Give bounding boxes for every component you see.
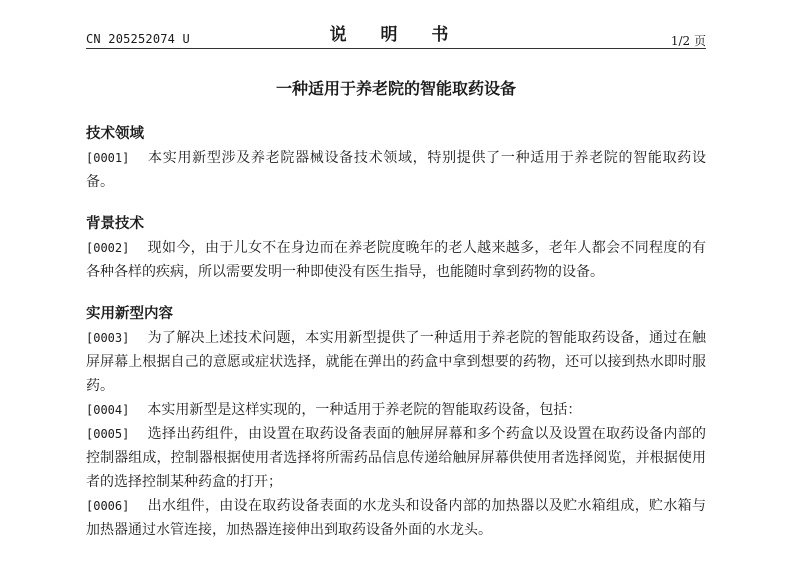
document-type: 说 明 书 bbox=[329, 25, 463, 45]
paragraph-number: [0001] bbox=[86, 151, 130, 165]
paragraph-text: 选择出药组件，由设置在取药设备表面的触屏屏幕和多个药盒以及设置在取药设备内部的控制器组成，控制器根据使用者选择将所需药品信息传递给触屏屏幕供使用者选择阅览，并根据使用者的选择控制某种药盒的打开； bbox=[86, 426, 706, 490]
paragraph-number: [0004] bbox=[86, 403, 130, 417]
paragraph-text: 现如今，由于儿女不在身边而在养老院度晚年的老人越来越多，老年人都会不同程度的有各种各样的疾病，所以需要发明一种即使没有医生指导，也能随时拿到药物的设备。 bbox=[86, 240, 706, 280]
document-number: CN 205252074 U bbox=[86, 32, 190, 46]
page-header bbox=[86, 14, 706, 48]
paragraph-text: 本实用新型涉及养老院器械设备技术领域，特别提供了一种适用于养老院的智能取药设备。 bbox=[86, 150, 706, 190]
paragraph bbox=[86, 398, 706, 422]
section-heading: 实用新型内容 bbox=[86, 306, 173, 322]
paragraph bbox=[86, 494, 706, 542]
paragraph bbox=[86, 236, 706, 284]
section-technical-field bbox=[86, 122, 706, 194]
paragraph-text: 为了解决上述技术问题，本实用新型提供了一种适用于养老院的智能取药设备，通过在触屏屏幕上根据自己的意愿或症状选择，就能在弹出的药盒中拿到想要的药物，还可以接到热水即时服药。 bbox=[86, 330, 706, 394]
paragraph-number: [0006] bbox=[86, 499, 130, 513]
document-title: 一种适用于养老院的智能取药设备 bbox=[275, 79, 516, 98]
paragraph-text: 本实用新型是这样实现的，一种适用于养老院的智能取药设备，包括： bbox=[147, 402, 582, 418]
paragraph-number: [0003] bbox=[86, 331, 130, 345]
section-heading: 背景技术 bbox=[86, 216, 144, 232]
section-content bbox=[86, 302, 706, 542]
document-body bbox=[86, 122, 706, 542]
paragraph-number: [0005] bbox=[86, 427, 130, 441]
section-background bbox=[86, 212, 706, 284]
paragraph-number: [0002] bbox=[86, 241, 130, 255]
section-heading: 技术领域 bbox=[86, 126, 144, 142]
paragraph-text: 出水组件，由设在取药设备表面的水龙头和设备内部的加热器以及贮水箱组成，贮水箱与加热器通过水管连接，加热器连接伸出到取药设备外面的水龙头。 bbox=[86, 498, 706, 538]
header-divider bbox=[86, 48, 706, 49]
paragraph bbox=[86, 422, 706, 494]
paragraph bbox=[86, 146, 706, 194]
paragraph bbox=[86, 326, 706, 398]
page-indicator: 1/2 页 bbox=[670, 34, 706, 48]
